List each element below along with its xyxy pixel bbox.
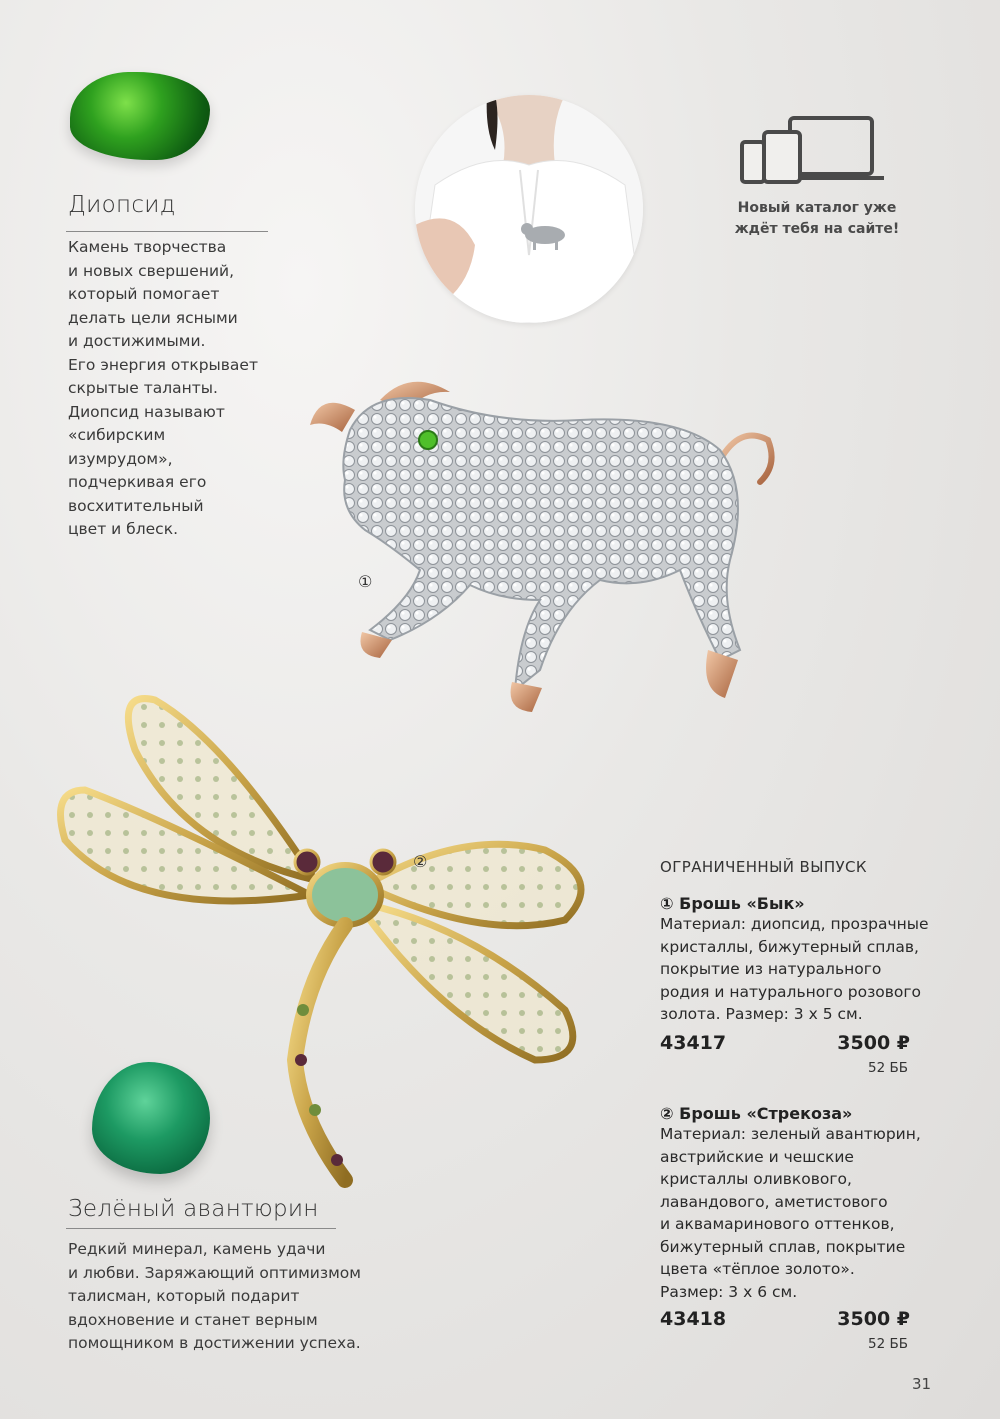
product-description-line: австрийские и чешские bbox=[660, 1147, 854, 1166]
diopside-line: цвет и блеск. bbox=[68, 520, 178, 538]
product-points: 52 ББ bbox=[868, 1336, 908, 1352]
product-description-line: Материал: зеленый авантюрин, bbox=[660, 1125, 921, 1143]
aventurine-line: и любви. Заряжающий оптимизмом bbox=[68, 1263, 361, 1282]
diopside-title: Диопсид bbox=[68, 192, 176, 218]
aventurine-description bbox=[68, 1238, 408, 1356]
bull-marker: ① bbox=[358, 572, 373, 591]
limited-edition-label: ОГРАНИЧЕННЫЙ ВЫПУСК bbox=[660, 858, 867, 876]
diopside-line: Диопсид называют bbox=[68, 402, 225, 421]
devices-icon bbox=[738, 112, 894, 188]
product-description-line: родия и натурального розового bbox=[660, 982, 922, 1001]
new-catalog-promo bbox=[722, 198, 912, 240]
promo-line: ждёт тебя на сайте! bbox=[734, 221, 900, 237]
product-code: 43417 bbox=[660, 1032, 727, 1054]
product-bull bbox=[660, 894, 930, 1026]
product-description-line: лавандового, аметистового bbox=[660, 1192, 888, 1211]
model-wearing-brooch-photo bbox=[415, 95, 643, 323]
aventurine-title: Зелёный авантюрин bbox=[68, 1196, 319, 1222]
promo-line: Новый каталог уже bbox=[737, 200, 897, 216]
dragonfly-marker: ② bbox=[413, 852, 428, 871]
product-title: ① Брошь «Бык» bbox=[660, 894, 805, 913]
aventurine-line: талисман, который подарит bbox=[68, 1287, 300, 1305]
product-description-line: кристаллы, бижутерный сплав, bbox=[660, 937, 919, 956]
page-number: 31 bbox=[912, 1375, 932, 1393]
product-description-line: и аквамаринового оттенков, bbox=[660, 1215, 895, 1233]
aventurine-line: вдохновение и станет верным bbox=[68, 1310, 318, 1329]
diopside-line: «сибирским bbox=[68, 426, 166, 444]
diopside-description bbox=[68, 236, 298, 542]
diopside-line: который помогает bbox=[68, 285, 220, 303]
diopside-line: делать цели ясными bbox=[68, 308, 238, 327]
diopside-line: восхитительный bbox=[68, 496, 204, 515]
aventurine-title-rule bbox=[66, 1228, 336, 1229]
product-description-line: покрытие из натурального bbox=[660, 960, 882, 978]
diopside-line: изумрудом», bbox=[68, 449, 173, 468]
diopside-stone-image bbox=[70, 72, 210, 160]
product-dragonfly bbox=[660, 1104, 930, 1303]
diopside-line: и новых свершений, bbox=[68, 261, 235, 280]
product-title: ② Брошь «Стрекоза» bbox=[660, 1104, 853, 1123]
aventurine-line: помощником в достижении успеха. bbox=[68, 1334, 361, 1352]
product-description-line: Материал: диопсид, прозрачные bbox=[660, 915, 929, 933]
diopside-line: Его энергия открывает bbox=[68, 355, 258, 374]
product-price: 3500 ₽ bbox=[837, 1032, 910, 1054]
product-description-line: цвета «тёплое золото». bbox=[660, 1260, 855, 1278]
product-points: 52 ББ bbox=[868, 1060, 908, 1076]
product-description-line: Размер: 3 х 6 см. bbox=[660, 1282, 798, 1301]
product-price: 3500 ₽ bbox=[837, 1308, 910, 1330]
aventurine-line: Редкий минерал, камень удачи bbox=[68, 1240, 326, 1258]
diopside-line: и достижимыми. bbox=[68, 332, 206, 350]
product-description-line: бижутерный сплав, покрытие bbox=[660, 1237, 906, 1256]
diopside-line: скрытые таланты. bbox=[68, 379, 218, 397]
diopside-line: Камень творчества bbox=[68, 238, 227, 256]
product-description-line: кристаллы оливкового, bbox=[660, 1170, 852, 1188]
bull-brooch-image bbox=[300, 370, 780, 730]
diopside-title-rule bbox=[66, 231, 268, 232]
aventurine-stone-image bbox=[92, 1062, 210, 1174]
product-description-line: золота. Размер: 3 х 5 см. bbox=[660, 1005, 863, 1023]
product-code: 43418 bbox=[660, 1308, 727, 1330]
diopside-line: подчеркивая его bbox=[68, 473, 207, 491]
